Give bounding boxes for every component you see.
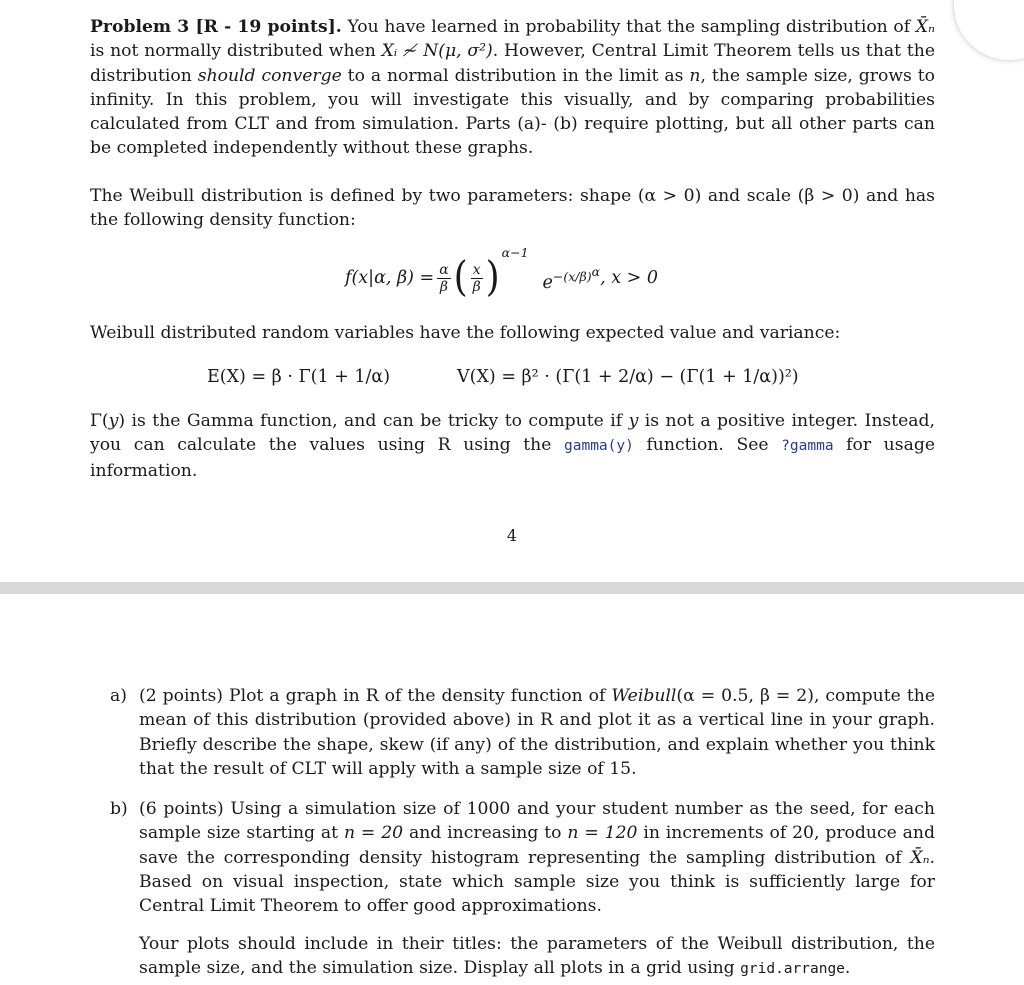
part-a-segment: (α = 0.5, β = 2), compute the mean of this distribution (provided above) in R and plot it as a vertical line in your graph. Briefly describe the shape, skew (if any) of the distribution, and explain whether you think that the result of CLT will apply with a sample size of 15. xyxy=(139,686,935,779)
power-exponent: α−1 xyxy=(501,244,529,260)
close-paren: ) xyxy=(485,253,500,301)
gamma-text: Γ( xyxy=(90,411,109,431)
page-number: 4 xyxy=(506,526,518,545)
gamma-code: gamma(y) xyxy=(564,438,634,455)
gamma-text: function. See xyxy=(633,435,782,456)
y-symbol: y xyxy=(108,411,119,431)
floating-corner-button[interactable] xyxy=(954,0,1024,60)
part-b-segment: . Based on visual inspection, state which sample size you think is sufficiently large for Central Limit Theorem to offer good approximations. xyxy=(139,847,935,917)
weibull-intro-paragraph: The Weibull distribution is defined by two parameters: shape (α > 0) and scale (β > 0) and has the following density function: xyxy=(90,186,935,231)
part-b-text xyxy=(139,797,935,918)
variance-formula: V(X) = β² · (Γ(1 + 2/α) − (Γ(1 + 1/α))²) xyxy=(457,367,799,387)
xbar-n-symbol: X̄ₙ xyxy=(910,847,930,868)
intro-text: is not normally distributed when xyxy=(90,41,382,62)
part-a-segment: (2 points) Plot a graph in R of the density function of xyxy=(139,686,612,706)
density-condition: , x > 0 xyxy=(600,268,658,288)
expected-value-formula: E(X) = β · Γ(1 + 1/α) xyxy=(207,367,391,387)
weibull-density-formula xyxy=(345,244,658,308)
part-a-text xyxy=(139,684,935,781)
grid-arrange-code: grid.arrange xyxy=(740,961,845,978)
emphasis-text: should converge xyxy=(197,65,342,86)
intro-text: You have learned in probability that the sampling distribution of xyxy=(341,17,916,37)
page-5 xyxy=(0,594,1024,985)
part-b-label: b) xyxy=(110,799,128,819)
intro-text: . However, Central Limit Theorem tells us that the distribution xyxy=(90,41,935,86)
fraction-denominator: β xyxy=(472,278,481,295)
plot-note-text: Your plots should include in their titles: the parameters of the Weibull distribution, the sample size, and the simulation size. Display all plots in a grid using xyxy=(139,934,935,979)
moments-intro-paragraph: Weibull distributed random variables have the following expected value and variance: xyxy=(90,323,841,343)
x-over-beta-fraction xyxy=(471,262,483,295)
plot-instructions-paragraph xyxy=(139,932,935,982)
exponential-term xyxy=(543,264,601,293)
n-start-expr: n = 20 xyxy=(343,823,404,844)
open-paren: ( xyxy=(453,253,468,301)
part-b-segment: in increments of 20, produce and save the corresponding density histogram representing the sampling distribution of xyxy=(139,823,935,868)
alpha-over-beta-fraction xyxy=(437,262,450,295)
xbar-n-symbol: X̄ₙ xyxy=(915,17,935,37)
help-gamma-code: ?gamma xyxy=(781,438,834,455)
problem-heading: Problem 3 [R - 19 points]. xyxy=(90,17,342,37)
plot-note-text: . xyxy=(844,958,851,979)
e-symbol: e xyxy=(542,272,553,293)
fraction-numerator: α xyxy=(439,261,449,278)
fraction-denominator: β xyxy=(439,278,448,295)
part-b-segment: (6 points) Using a simulation size of 1000 and your student number as the seed, for each sample size starting at xyxy=(139,799,935,844)
part-b-segment: and increasing to xyxy=(403,823,568,844)
intro-text: to a normal distribution in the limit as xyxy=(341,65,690,86)
gamma-function-paragraph xyxy=(90,409,935,483)
gamma-text: for usage information. xyxy=(90,435,935,481)
weibull-symbol: Weibull xyxy=(611,686,677,706)
e-exponent-alpha: α xyxy=(591,263,601,279)
gamma-text: ) is the Gamma function, and can be tricky to compute if xyxy=(118,411,629,431)
n-end-expr: n = 120 xyxy=(567,823,638,844)
page-separator xyxy=(0,582,1024,594)
part-b-item xyxy=(110,797,935,918)
xi-distribution-expr: Xᵢ ≁ N(μ, σ²) xyxy=(381,41,493,62)
intro-text: , the sample size, grows to infinity. In this problem, you will investigate this visually, and by comparing probabilities calculated from CLT and from simulation. Parts (a)- (b) require plotting, but all other parts can be completed independently without these graphs. xyxy=(90,65,936,159)
part-a-label: a) xyxy=(110,686,127,706)
fraction-numerator: x xyxy=(472,261,481,278)
density-lhs: f(x|α, β) = xyxy=(345,268,435,288)
problem-intro-paragraph xyxy=(90,15,935,161)
gamma-text: is not a positive integer. Instead, you can calculate the values using R using the xyxy=(90,411,935,456)
n-symbol: n xyxy=(689,65,701,86)
e-exponent: −(x/β) xyxy=(552,268,592,284)
y-symbol: y xyxy=(628,411,639,431)
part-a-item xyxy=(110,684,935,781)
